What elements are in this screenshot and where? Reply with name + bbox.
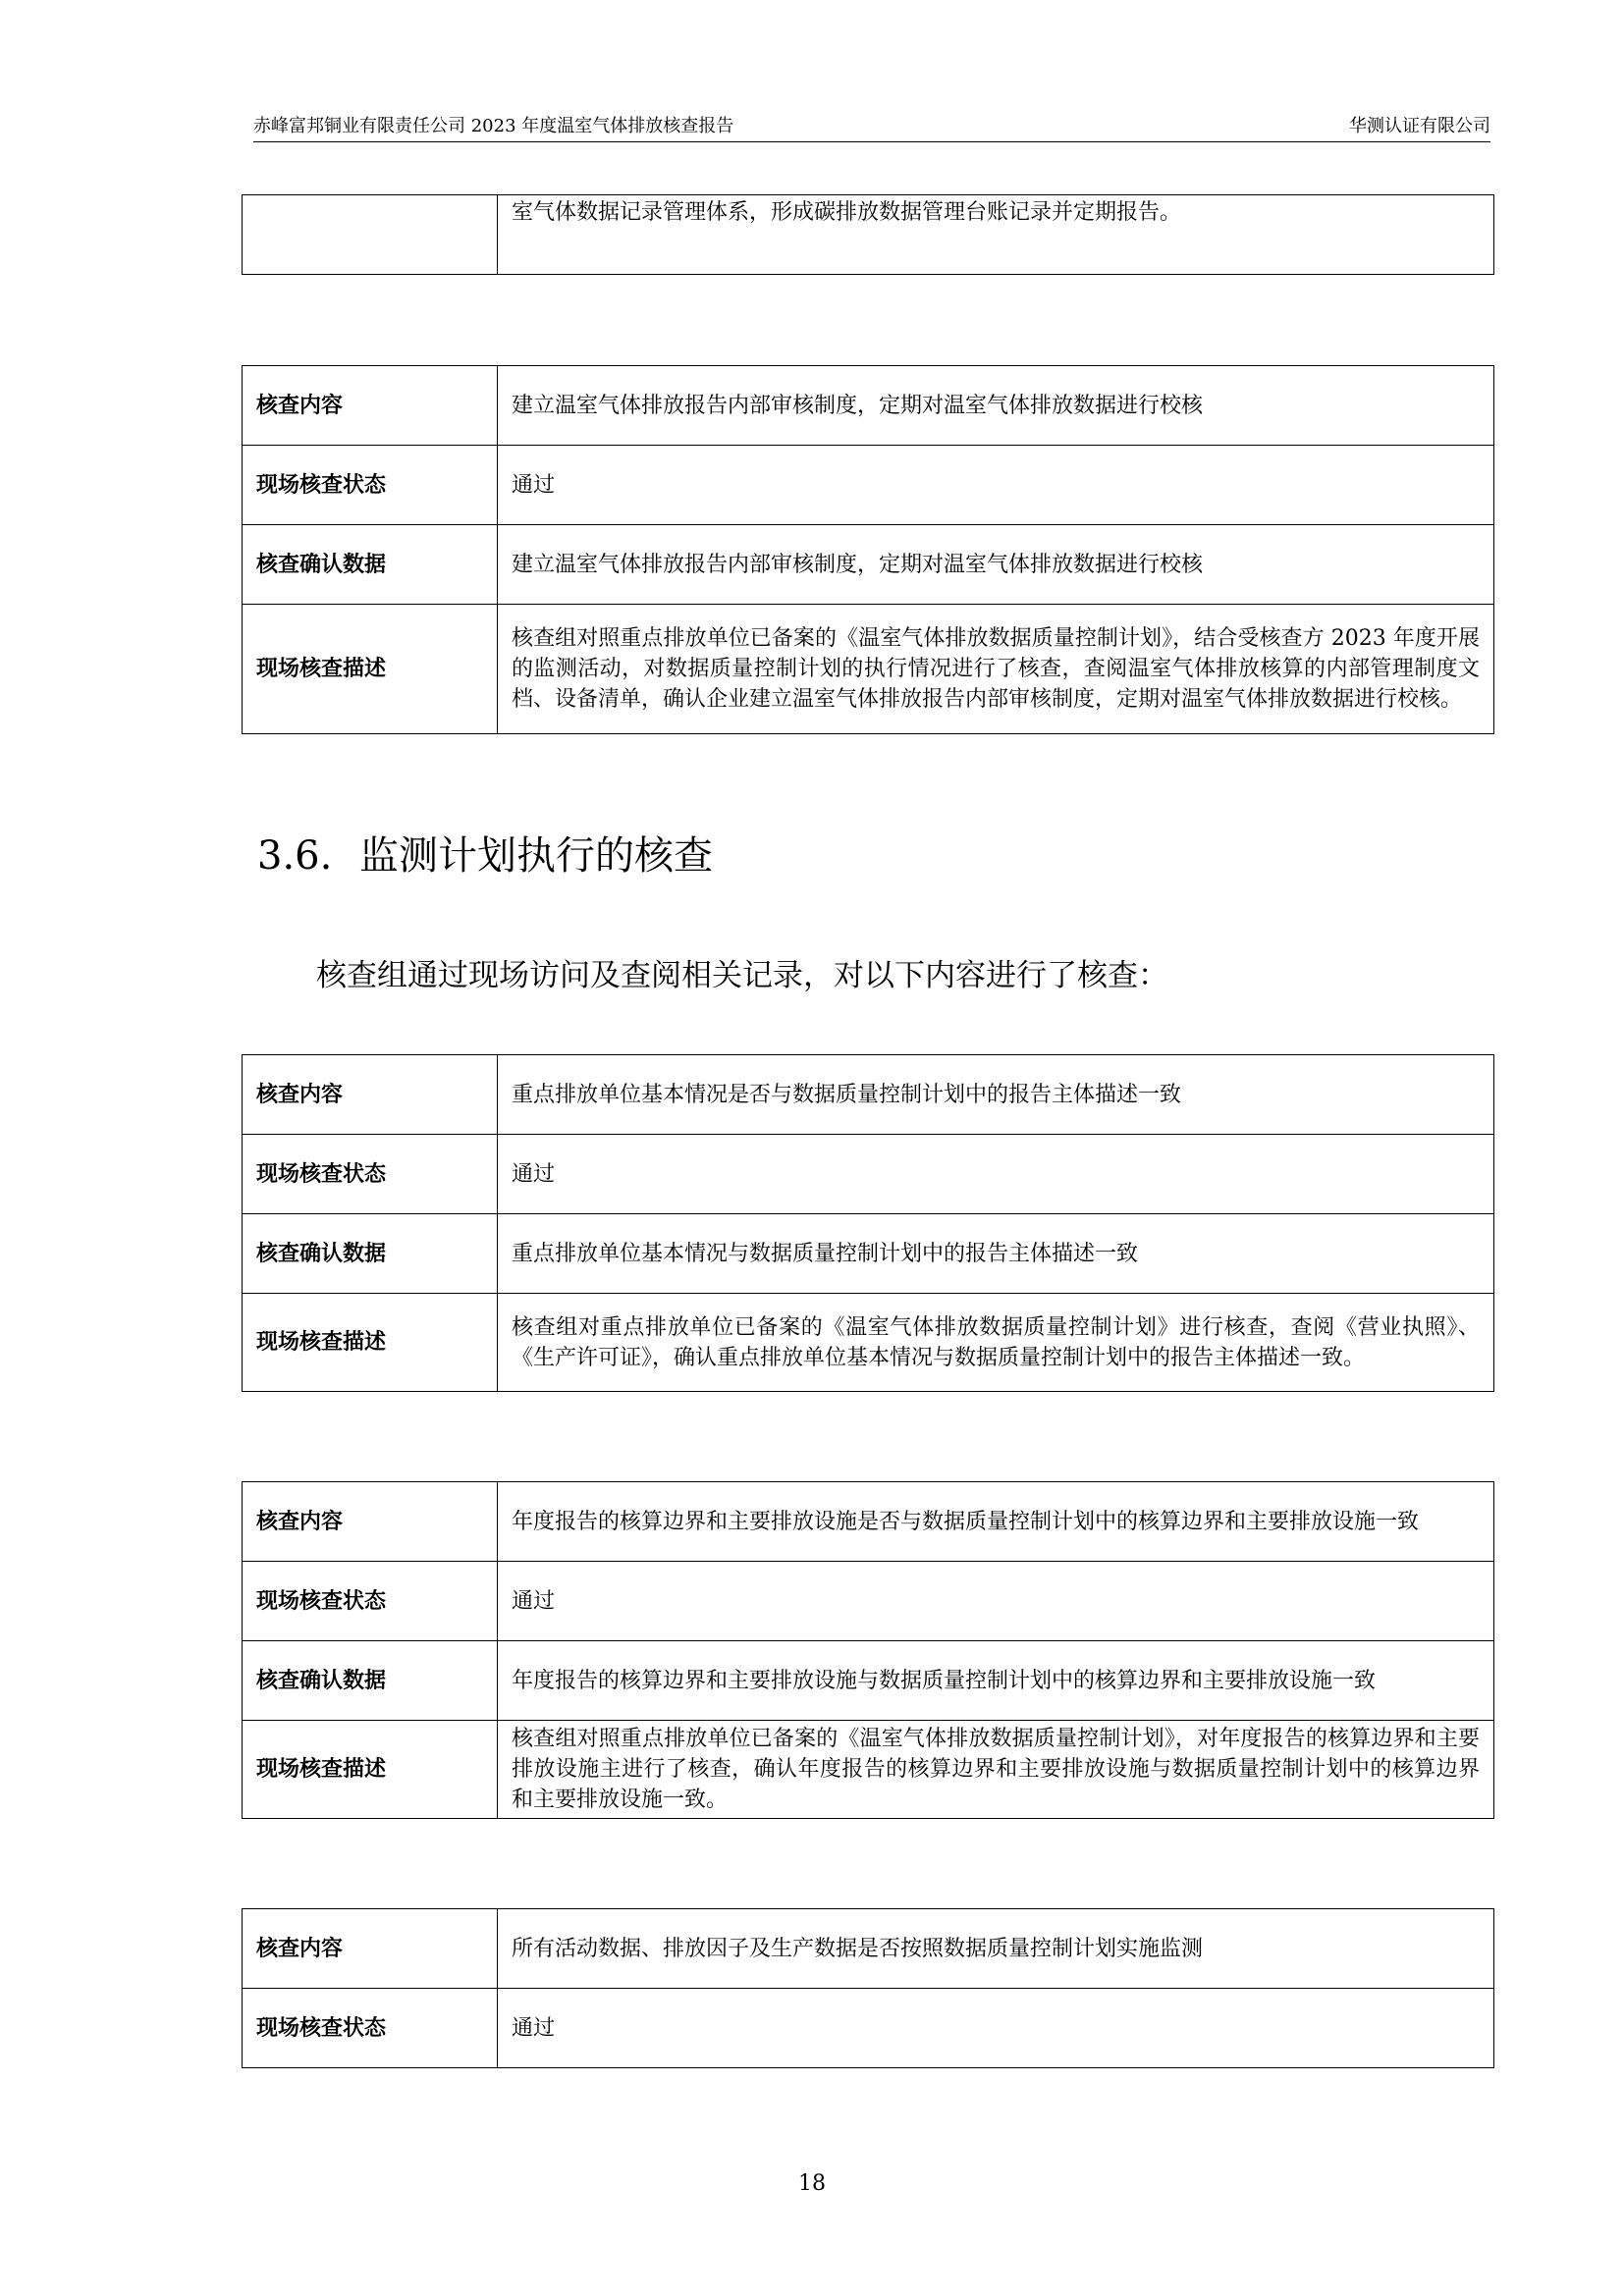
check-table-1: [242, 365, 1494, 734]
table-row: [243, 1562, 1494, 1641]
content-label: 核查内容: [243, 366, 498, 446]
table-row: [243, 446, 1494, 525]
page-header: [253, 114, 1490, 142]
status-value: 通过: [498, 1562, 1494, 1641]
table-row: [243, 1214, 1494, 1294]
confirm-value: 建立温室气体排放报告内部审核制度，定期对温室气体排放数据进行校核: [498, 525, 1494, 605]
table-row: [243, 1482, 1494, 1562]
header-report-title: 赤峰富邦铜业有限责任公司 2023 年度温室气体排放核查报告: [253, 116, 734, 136]
check-table-2: [242, 1054, 1494, 1392]
status-value: 通过: [498, 1135, 1494, 1214]
status-label: 现场核查状态: [243, 446, 498, 525]
content-value: 重点排放单位基本情况是否与数据质量控制计划中的报告主体描述一致: [498, 1055, 1494, 1135]
continuation-value-cell: 室气体数据记录管理体系，形成碳排放数据管理台账记录并定期报告。: [498, 195, 1494, 275]
table-row: [243, 1135, 1494, 1214]
table-row: [243, 525, 1494, 605]
confirm-label: 核查确认数据: [243, 1641, 498, 1721]
section-title: 监测计划执行的核查: [359, 833, 713, 879]
content-value: 所有活动数据、排放因子及生产数据是否按照数据质量控制计划实施监测: [498, 1909, 1494, 1989]
desc-label: 现场核查描述: [243, 605, 498, 734]
content-value: 建立温室气体排放报告内部审核制度，定期对温室气体排放数据进行校核: [498, 366, 1494, 446]
table-row: [243, 1909, 1494, 1989]
check-table-3: [242, 1481, 1494, 1819]
content-label: 核查内容: [243, 1055, 498, 1135]
content-value: 年度报告的核算边界和主要排放设施是否与数据质量控制计划中的核算边界和主要排放设施一致: [498, 1482, 1494, 1562]
status-label: 现场核查状态: [243, 1135, 498, 1214]
table-row: [243, 605, 1494, 734]
continuation-table: [242, 194, 1494, 275]
intro-paragraph: 核查组通过现场访问及查阅相关记录，对以下内容进行了核查：: [316, 958, 1168, 993]
desc-value: 核查组对照重点排放单位已备案的《温室气体排放数据质量控制计划》，对年度报告的核算边界和主要排放设施主进行了核查，确认年度报告的核算边界和主要排放设施与数据质量控制计划中的核算边界和主要排放设施一致。: [498, 1721, 1494, 1819]
continuation-label-cell: [243, 195, 498, 275]
page-number: 18: [798, 2171, 826, 2196]
header-company: 华测认证有限公司: [1349, 116, 1490, 136]
table-row: [243, 1641, 1494, 1721]
status-value: 通过: [498, 1989, 1494, 2068]
table-row: [243, 1989, 1494, 2068]
confirm-label: 核查确认数据: [243, 1214, 498, 1294]
confirm-label: 核查确认数据: [243, 525, 498, 605]
status-label: 现场核查状态: [243, 1989, 498, 2068]
section-number: 3.6.: [257, 833, 333, 879]
desc-value: 核查组对重点排放单位已备案的《温室气体排放数据质量控制计划》进行核查，查阅《营业执照》、《生产许可证》，确认重点排放单位基本情况与数据质量控制计划中的报告主体描述一致。: [498, 1294, 1494, 1392]
table-row: [243, 366, 1494, 446]
section-heading: [257, 830, 713, 881]
desc-value: 核查组对照重点排放单位已备案的《温室气体排放数据质量控制计划》，结合受核查方 2023 年度开展的监测活动，对数据质量控制计划的执行情况进行了核查，查阅温室气体排放核算的内部管理制度文档、设备清单，确认企业建立温室气体排放报告内部审核制度，定期对温室气体排放数据进行校核。: [498, 605, 1494, 734]
check-table-4: [242, 1908, 1494, 2068]
confirm-value: 重点排放单位基本情况与数据质量控制计划中的报告主体描述一致: [498, 1214, 1494, 1294]
table-row: [243, 1055, 1494, 1135]
content-label: 核查内容: [243, 1482, 498, 1562]
status-value: 通过: [498, 446, 1494, 525]
desc-label: 现场核查描述: [243, 1294, 498, 1392]
content-label: 核查内容: [243, 1909, 498, 1989]
table-row: [243, 1721, 1494, 1819]
table-row: [243, 1294, 1494, 1392]
status-label: 现场核查状态: [243, 1562, 498, 1641]
confirm-value: 年度报告的核算边界和主要排放设施与数据质量控制计划中的核算边界和主要排放设施一致: [498, 1641, 1494, 1721]
desc-label: 现场核查描述: [243, 1721, 498, 1819]
